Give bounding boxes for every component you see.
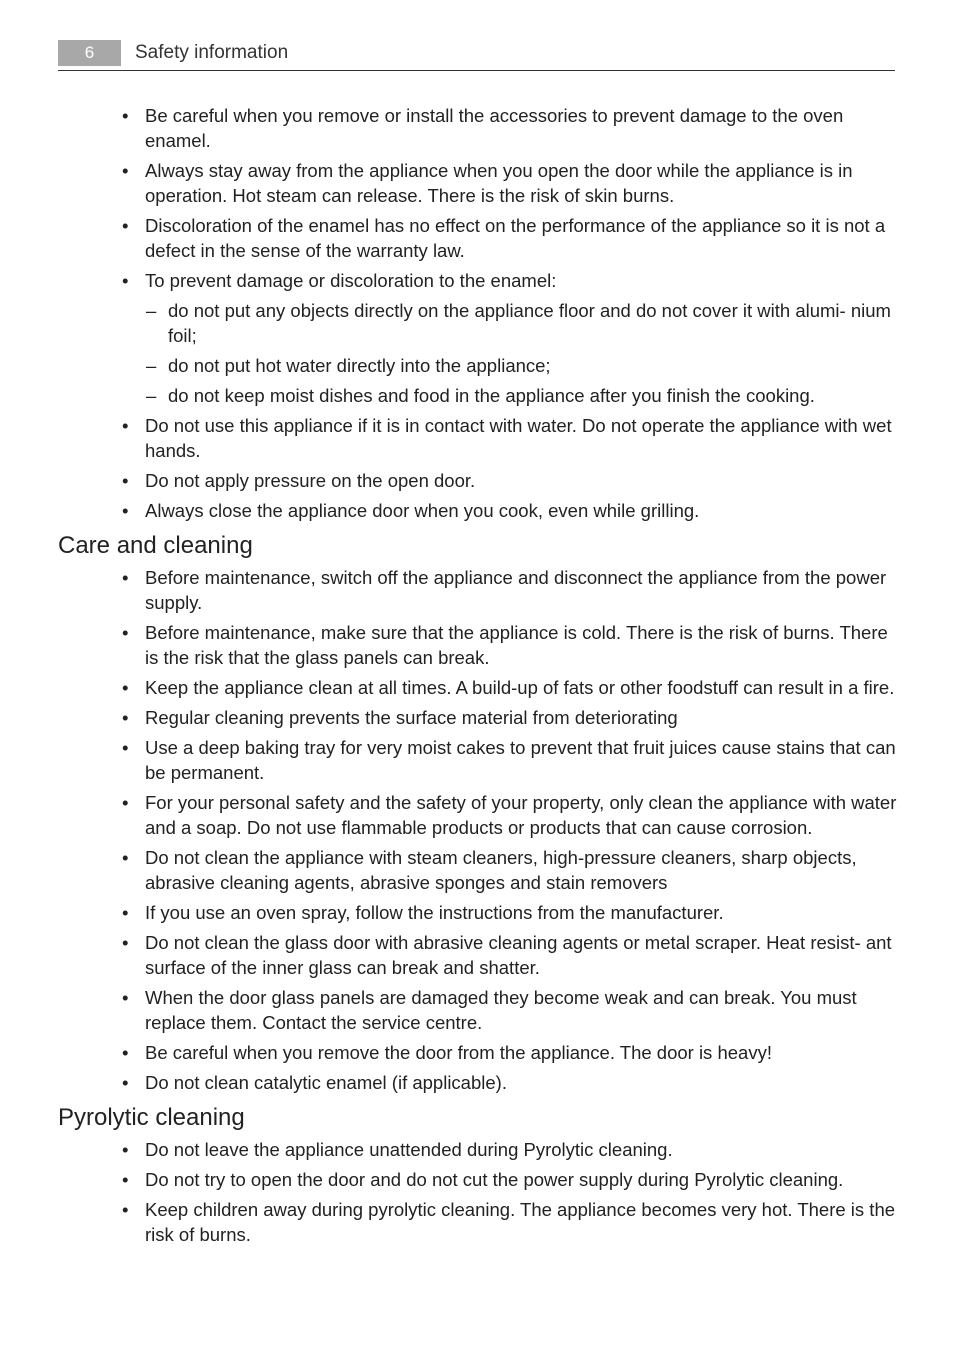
sub-list-item-text: do not put hot water directly into the appliance; xyxy=(168,355,551,376)
list-item-text: Do not clean catalytic enamel (if applicable). xyxy=(145,1072,507,1093)
list-item xyxy=(58,675,898,700)
list-item xyxy=(58,845,898,895)
bullet-icon: • xyxy=(122,622,129,643)
list-item xyxy=(58,413,898,463)
list-item-text: Do not use this appliance if it is in contact with water. Do not operate the appliance with wet hands. xyxy=(145,415,892,461)
list-item-text: For your personal safety and the safety of your property, only clean the appliance with water and a soap. Do not use flammable products or products that can cause corrosion. xyxy=(145,792,897,838)
list-item-text: Keep children away during pyrolytic cleaning. The appliance becomes very hot. There is the risk of burns. xyxy=(145,1199,896,1245)
list-item xyxy=(58,103,898,153)
sub-list-item-text: do not keep moist dishes and food in the appliance after you finish the cooking. xyxy=(168,385,815,406)
bullet-icon: • xyxy=(122,737,129,758)
safety-list xyxy=(58,103,898,523)
list-item-text: Do not leave the appliance unattended during Pyrolytic cleaning. xyxy=(145,1139,673,1160)
sub-list xyxy=(58,298,898,408)
list-item xyxy=(58,900,898,925)
list-item xyxy=(58,498,898,523)
pyrolytic-heading: Pyrolytic cleaning xyxy=(58,1104,245,1131)
bullet-icon: • xyxy=(122,1139,129,1160)
list-item-text: Always stay away from the appliance when you open the door while the appliance is in operation. Hot steam can release. There is the risk of skin burns. xyxy=(145,160,853,206)
list-item xyxy=(58,1070,898,1095)
sub-list-item-text: do not put any objects directly on the appliance floor and do not cover it with alumi- nium foil; xyxy=(168,300,891,346)
bullet-icon: • xyxy=(122,847,129,868)
header-section-title: Safety information xyxy=(135,42,289,63)
care-heading: Care and cleaning xyxy=(58,532,253,559)
list-item-text: Regular cleaning prevents the surface material from deteriorating xyxy=(145,707,678,728)
list-item-text: Before maintenance, make sure that the appliance is cold. There is the risk of burns. There is the risk that the glass panels can break. xyxy=(145,622,888,668)
list-item xyxy=(58,268,898,408)
list-item-text: Be careful when you remove or install the accessories to prevent damage to the oven enamel. xyxy=(145,105,844,151)
bullet-icon: • xyxy=(122,415,129,436)
list-item-text: Use a deep baking tray for very moist cakes to prevent that fruit juices cause stains that can be permanent. xyxy=(145,737,896,783)
bullet-icon: • xyxy=(122,500,129,521)
sub-list-item xyxy=(58,353,898,378)
list-item-text: When the door glass panels are damaged they become weak and can break. You must replace them. Contact the service centre. xyxy=(145,987,857,1033)
sub-list-item xyxy=(58,383,898,408)
list-item xyxy=(58,565,898,615)
list-item xyxy=(58,468,898,493)
bullet-icon: • xyxy=(122,707,129,728)
list-item-text: Do not try to open the door and do not cut the power supply during Pyrolytic cleaning. xyxy=(145,1169,844,1190)
list-item-text: If you use an oven spray, follow the instructions from the manufacturer. xyxy=(145,902,724,923)
bullet-icon: • xyxy=(122,567,129,588)
pyrolytic-list xyxy=(58,1137,898,1247)
page-number: 6 xyxy=(58,40,121,66)
list-item xyxy=(58,1137,898,1162)
page-content xyxy=(58,103,898,1252)
dash-icon: – xyxy=(146,385,157,406)
list-item-text: Before maintenance, switch off the appliance and disconnect the appliance from the power supply. xyxy=(145,567,887,613)
list-item-text: Do not clean the appliance with steam cleaners, high-pressure cleaners, sharp objects, abrasive cleaning agents, abrasive sponges and stain removers xyxy=(145,847,857,893)
bullet-icon: • xyxy=(122,792,129,813)
list-item xyxy=(58,790,898,840)
list-item xyxy=(58,213,898,263)
bullet-icon: • xyxy=(122,932,129,953)
bullet-icon: • xyxy=(122,160,129,181)
dash-icon: – xyxy=(146,300,157,321)
list-item xyxy=(58,1167,898,1192)
list-item-text: Always close the appliance door when you cook, even while grilling. xyxy=(145,500,700,521)
bullet-icon: • xyxy=(122,1199,129,1220)
bullet-icon: • xyxy=(122,1072,129,1093)
bullet-icon: • xyxy=(122,105,129,126)
bullet-icon: • xyxy=(122,1169,129,1190)
list-item xyxy=(58,620,898,670)
bullet-icon: • xyxy=(122,470,129,491)
list-item-text: Discoloration of the enamel has no effect on the performance of the appliance so it is not a defect in the sense of the warranty law. xyxy=(145,215,886,261)
bullet-icon: • xyxy=(122,987,129,1008)
list-item xyxy=(58,735,898,785)
list-item xyxy=(58,930,898,980)
list-item-text: To prevent damage or discoloration to the enamel: xyxy=(145,270,557,291)
list-item-text: Do not apply pressure on the open door. xyxy=(145,470,476,491)
bullet-icon: • xyxy=(122,270,129,291)
bullet-icon: • xyxy=(122,215,129,236)
list-item-text: Be careful when you remove the door from the appliance. The door is heavy! xyxy=(145,1042,772,1063)
bullet-icon: • xyxy=(122,902,129,923)
dash-icon: – xyxy=(146,355,157,376)
sub-list-item xyxy=(58,298,898,348)
list-item xyxy=(58,1197,898,1247)
care-list xyxy=(58,565,898,1095)
list-item-text: Keep the appliance clean at all times. A build-up of fats or other foodstuff can result in a fire. xyxy=(145,677,895,698)
list-item-text: Do not clean the glass door with abrasive cleaning agents or metal scraper. Heat resist- ant surface of the inner glass can break and shatter. xyxy=(145,932,892,978)
list-item xyxy=(58,705,898,730)
page-header xyxy=(58,40,895,71)
list-item xyxy=(58,1040,898,1065)
list-item xyxy=(58,158,898,208)
bullet-icon: • xyxy=(122,677,129,698)
bullet-icon: • xyxy=(122,1042,129,1063)
list-item xyxy=(58,985,898,1035)
